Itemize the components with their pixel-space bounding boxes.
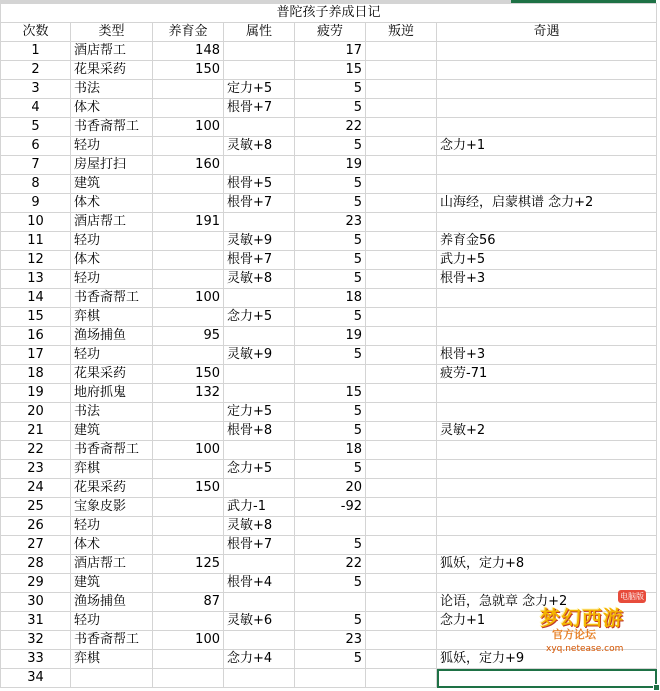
cell-col-type[interactable]: 花果采药: [71, 479, 153, 498]
table-row: [1, 156, 657, 175]
cell-col-funds[interactable]: [153, 251, 224, 270]
cell-col-fatigue[interactable]: 5: [295, 308, 366, 327]
cell-col-type[interactable]: 轻功: [71, 517, 153, 536]
cell-col-fatigue[interactable]: [295, 669, 366, 688]
cell-col-fatigue[interactable]: 5: [295, 650, 366, 669]
cell-col-encounter[interactable]: 灵敏+2: [437, 422, 657, 441]
cell-col-attribute[interactable]: 灵敏+6: [224, 612, 295, 631]
cell-col-attribute[interactable]: 念力+4: [224, 650, 295, 669]
cell-col-funds[interactable]: [153, 403, 224, 422]
cell-col-type[interactable]: 轻功: [71, 346, 153, 365]
cell-col-attribute[interactable]: [224, 61, 295, 80]
cell-col-rebellion[interactable]: [366, 517, 437, 536]
header-col-funds[interactable]: 养育金: [153, 23, 224, 42]
cell-col-encounter[interactable]: 武力+5: [437, 251, 657, 270]
cell-col-count[interactable]: 24: [1, 479, 71, 498]
cell-col-funds[interactable]: 100: [153, 118, 224, 137]
cell-col-attribute[interactable]: [224, 365, 295, 384]
cell-col-attribute[interactable]: [224, 479, 295, 498]
cell-col-count[interactable]: 5: [1, 118, 71, 137]
table-row: [1, 593, 657, 612]
active-cell[interactable]: [437, 669, 657, 688]
table-row: [1, 194, 657, 213]
table-row: [1, 42, 657, 61]
cell-col-count[interactable]: 12: [1, 251, 71, 270]
cell-col-funds[interactable]: [153, 536, 224, 555]
cell-col-type[interactable]: 体术: [71, 536, 153, 555]
cell-col-attribute[interactable]: [224, 118, 295, 137]
cell-col-attribute[interactable]: 灵敏+8: [224, 517, 295, 536]
table-row: [1, 517, 657, 536]
cell-col-funds[interactable]: [153, 612, 224, 631]
table-row: [1, 365, 657, 384]
cell-col-encounter[interactable]: [437, 631, 657, 650]
cell-col-count[interactable]: 33: [1, 650, 71, 669]
cell-col-fatigue[interactable]: 5: [295, 346, 366, 365]
cell-col-rebellion[interactable]: [366, 194, 437, 213]
cell-col-fatigue[interactable]: 23: [295, 213, 366, 232]
table-row: [1, 498, 657, 517]
cell-col-attribute[interactable]: 定力+5: [224, 80, 295, 99]
cell-col-attribute[interactable]: [224, 213, 295, 232]
table-row: [1, 270, 657, 289]
cell-col-rebellion[interactable]: [366, 308, 437, 327]
table-row: [1, 251, 657, 270]
table-row: [1, 137, 657, 156]
cell-col-attribute[interactable]: 念力+5: [224, 460, 295, 479]
table-row: [1, 213, 657, 232]
cell-col-rebellion[interactable]: [366, 650, 437, 669]
cell-col-fatigue[interactable]: 5: [295, 99, 366, 118]
cell-col-rebellion[interactable]: [366, 80, 437, 99]
cell-col-funds[interactable]: [153, 232, 224, 251]
data-table: [0, 3, 657, 688]
cell-col-funds[interactable]: 95: [153, 327, 224, 346]
cell-col-fatigue[interactable]: 19: [295, 156, 366, 175]
cell-col-count[interactable]: 4: [1, 99, 71, 118]
cell-col-funds[interactable]: [153, 137, 224, 156]
cell-col-fatigue[interactable]: 15: [295, 61, 366, 80]
cell-col-encounter[interactable]: [437, 574, 657, 593]
header-col-attribute[interactable]: 属性: [224, 23, 295, 42]
cell-col-attribute[interactable]: 灵敏+9: [224, 346, 295, 365]
cell-col-type[interactable]: 房屋打扫: [71, 156, 153, 175]
cell-col-funds[interactable]: 100: [153, 631, 224, 650]
cell-col-funds[interactable]: 150: [153, 365, 224, 384]
cell-col-rebellion[interactable]: [366, 137, 437, 156]
cell-col-count[interactable]: 22: [1, 441, 71, 460]
table-row: [1, 669, 657, 688]
cell-col-rebellion[interactable]: [366, 536, 437, 555]
cell-col-fatigue[interactable]: 5: [295, 270, 366, 289]
cell-col-funds[interactable]: [153, 517, 224, 536]
cell-col-count[interactable]: 18: [1, 365, 71, 384]
cell-col-encounter[interactable]: [437, 327, 657, 346]
cell-col-count[interactable]: 15: [1, 308, 71, 327]
cell-col-funds[interactable]: 150: [153, 61, 224, 80]
cell-col-rebellion[interactable]: [366, 175, 437, 194]
cell-col-count[interactable]: 13: [1, 270, 71, 289]
cell-col-rebellion[interactable]: [366, 232, 437, 251]
cell-col-encounter[interactable]: [437, 479, 657, 498]
cell-col-attribute[interactable]: 根骨+7: [224, 99, 295, 118]
cell-col-attribute[interactable]: [224, 441, 295, 460]
cell-col-fatigue[interactable]: 5: [295, 80, 366, 99]
cell-col-encounter[interactable]: 养育金56: [437, 232, 657, 251]
cell-col-funds[interactable]: [153, 498, 224, 517]
cell-col-encounter[interactable]: [437, 517, 657, 536]
cell-col-encounter[interactable]: [437, 80, 657, 99]
cell-col-encounter[interactable]: [437, 61, 657, 80]
table-row: [1, 384, 657, 403]
table-row: [1, 650, 657, 669]
cell-col-count[interactable]: 16: [1, 327, 71, 346]
cell-col-funds[interactable]: [153, 99, 224, 118]
cell-col-rebellion[interactable]: [366, 365, 437, 384]
cell-col-rebellion[interactable]: [366, 555, 437, 574]
cell-col-rebellion[interactable]: [366, 498, 437, 517]
cell-col-encounter[interactable]: 疲劳-71: [437, 365, 657, 384]
cell-col-encounter[interactable]: [437, 441, 657, 460]
table-row: [1, 80, 657, 99]
cell-col-attribute[interactable]: 念力+5: [224, 308, 295, 327]
table-row: [1, 574, 657, 593]
cell-col-attribute[interactable]: 灵敏+8: [224, 270, 295, 289]
cell-col-rebellion[interactable]: [366, 631, 437, 650]
cell-col-fatigue[interactable]: 5: [295, 251, 366, 270]
cell-col-type[interactable]: 建筑: [71, 422, 153, 441]
cell-col-encounter[interactable]: [437, 99, 657, 118]
cell-col-attribute[interactable]: [224, 42, 295, 61]
cell-col-rebellion[interactable]: [366, 612, 437, 631]
cell-col-type[interactable]: 书法: [71, 80, 153, 99]
cell-col-type[interactable]: 花果采药: [71, 365, 153, 384]
cell-col-funds[interactable]: [153, 346, 224, 365]
cell-col-type[interactable]: 轻功: [71, 612, 153, 631]
table-row: [1, 612, 657, 631]
title-row: [1, 4, 657, 23]
cell-col-attribute[interactable]: 灵敏+9: [224, 232, 295, 251]
cell-col-attribute[interactable]: [224, 631, 295, 650]
cell-col-type[interactable]: 轻功: [71, 270, 153, 289]
cell-col-count[interactable]: 11: [1, 232, 71, 251]
cell-col-encounter[interactable]: 狐妖，定力+9: [437, 650, 657, 669]
table-row: [1, 631, 657, 650]
cell-col-type[interactable]: 渔场捕鱼: [71, 593, 153, 612]
cell-col-type[interactable]: [71, 669, 153, 688]
cell-col-fatigue[interactable]: 22: [295, 118, 366, 137]
cell-col-attribute[interactable]: 定力+5: [224, 403, 295, 422]
cell-col-fatigue[interactable]: 19: [295, 327, 366, 346]
cell-col-rebellion[interactable]: [366, 384, 437, 403]
cell-col-count[interactable]: 19: [1, 384, 71, 403]
cell-col-fatigue[interactable]: 5: [295, 175, 366, 194]
cell-col-fatigue[interactable]: [295, 517, 366, 536]
cell-col-funds[interactable]: 150: [153, 479, 224, 498]
cell-col-count[interactable]: 26: [1, 517, 71, 536]
cell-col-count[interactable]: 25: [1, 498, 71, 517]
cell-col-funds[interactable]: [153, 308, 224, 327]
cell-col-count[interactable]: 17: [1, 346, 71, 365]
cell-col-attribute[interactable]: 根骨+7: [224, 251, 295, 270]
table-row: [1, 118, 657, 137]
cell-col-attribute[interactable]: 根骨+4: [224, 574, 295, 593]
cell-col-attribute[interactable]: [224, 327, 295, 346]
table-row: [1, 536, 657, 555]
cell-col-rebellion[interactable]: [366, 251, 437, 270]
cell-col-rebellion[interactable]: [366, 99, 437, 118]
cell-col-rebellion[interactable]: [366, 479, 437, 498]
cell-col-count[interactable]: 27: [1, 536, 71, 555]
cell-col-type[interactable]: 书香斋帮工: [71, 631, 153, 650]
table-row: [1, 460, 657, 479]
cell-col-attribute[interactable]: 根骨+5: [224, 175, 295, 194]
table-row: [1, 441, 657, 460]
cell-col-type[interactable]: 体术: [71, 194, 153, 213]
table-row: [1, 232, 657, 251]
cell-col-funds[interactable]: [153, 422, 224, 441]
cell-col-fatigue[interactable]: 18: [295, 441, 366, 460]
cell-col-count[interactable]: 31: [1, 612, 71, 631]
cell-col-type[interactable]: 书香斋帮工: [71, 289, 153, 308]
cell-col-count[interactable]: 6: [1, 137, 71, 156]
watermark-url: xyq.netease.com: [546, 644, 624, 654]
cell-col-count[interactable]: 30: [1, 593, 71, 612]
cell-col-fatigue[interactable]: 15: [295, 384, 366, 403]
header-col-count[interactable]: 次数: [1, 23, 71, 42]
table-row: [1, 327, 657, 346]
cell-col-fatigue[interactable]: 5: [295, 194, 366, 213]
cell-col-encounter[interactable]: 论语，急就章 念力+2: [437, 593, 657, 612]
cell-col-count[interactable]: 3: [1, 80, 71, 99]
cell-col-funds[interactable]: 148: [153, 42, 224, 61]
cell-col-fatigue[interactable]: -92: [295, 498, 366, 517]
cell-col-encounter[interactable]: 念力+1: [437, 137, 657, 156]
cell-col-encounter[interactable]: [437, 403, 657, 422]
cell-col-encounter[interactable]: [437, 498, 657, 517]
sheet-title[interactable]: 普陀孩子养成日记: [1, 4, 657, 23]
cell-col-attribute[interactable]: [224, 289, 295, 308]
cell-col-fatigue[interactable]: 5: [295, 536, 366, 555]
cell-col-fatigue[interactable]: 18: [295, 289, 366, 308]
cell-col-rebellion[interactable]: [366, 213, 437, 232]
cell-col-count[interactable]: 23: [1, 460, 71, 479]
header-row: [1, 23, 657, 42]
cell-col-encounter[interactable]: [437, 289, 657, 308]
cell-col-funds[interactable]: [153, 194, 224, 213]
cell-col-type[interactable]: 体术: [71, 99, 153, 118]
cell-col-type[interactable]: 书香斋帮工: [71, 118, 153, 137]
cell-col-fatigue[interactable]: 23: [295, 631, 366, 650]
cell-col-count[interactable]: 7: [1, 156, 71, 175]
cell-col-encounter[interactable]: 山海经，启蒙棋谱 念力+2: [437, 194, 657, 213]
cell-col-type[interactable]: 宝象皮影: [71, 498, 153, 517]
table-row: [1, 479, 657, 498]
table-row: [1, 555, 657, 574]
cell-col-type[interactable]: 书香斋帮工: [71, 441, 153, 460]
cell-col-attribute[interactable]: 根骨+7: [224, 536, 295, 555]
cell-col-type[interactable]: 轻功: [71, 137, 153, 156]
cell-col-encounter[interactable]: 根骨+3: [437, 270, 657, 289]
cell-col-type[interactable]: 轻功: [71, 232, 153, 251]
cell-col-attribute[interactable]: [224, 156, 295, 175]
cell-col-encounter[interactable]: [437, 308, 657, 327]
cell-col-encounter[interactable]: [437, 175, 657, 194]
header-col-type[interactable]: 类型: [71, 23, 153, 42]
cell-col-encounter[interactable]: [437, 118, 657, 137]
cell-col-encounter[interactable]: [437, 213, 657, 232]
cell-col-type[interactable]: 酒店帮工: [71, 555, 153, 574]
cell-col-rebellion[interactable]: [366, 156, 437, 175]
cell-col-rebellion[interactable]: [366, 327, 437, 346]
cell-col-funds[interactable]: 87: [153, 593, 224, 612]
cell-col-type[interactable]: 体术: [71, 251, 153, 270]
cell-col-funds[interactable]: [153, 460, 224, 479]
table-row: [1, 175, 657, 194]
cell-col-type[interactable]: 弈棋: [71, 650, 153, 669]
cell-col-count[interactable]: 10: [1, 213, 71, 232]
cell-col-rebellion[interactable]: [366, 289, 437, 308]
table-row: [1, 346, 657, 365]
cell-col-fatigue[interactable]: 5: [295, 612, 366, 631]
cell-col-fatigue[interactable]: 22: [295, 555, 366, 574]
cell-col-fatigue[interactable]: 5: [295, 574, 366, 593]
cell-col-funds[interactable]: 132: [153, 384, 224, 403]
cell-col-encounter[interactable]: [437, 536, 657, 555]
cell-col-count[interactable]: 28: [1, 555, 71, 574]
cell-col-fatigue[interactable]: [295, 365, 366, 384]
table-row: [1, 289, 657, 308]
cell-col-type[interactable]: 酒店帮工: [71, 42, 153, 61]
cell-col-type[interactable]: 花果采药: [71, 61, 153, 80]
cell-col-funds[interactable]: 100: [153, 441, 224, 460]
cell-col-count[interactable]: 20: [1, 403, 71, 422]
cell-col-funds[interactable]: 125: [153, 555, 224, 574]
cell-col-type[interactable]: 书法: [71, 403, 153, 422]
cell-col-fatigue[interactable]: [295, 593, 366, 612]
cell-col-fatigue[interactable]: 5: [295, 403, 366, 422]
cell-col-attribute[interactable]: 根骨+7: [224, 194, 295, 213]
cell-col-type[interactable]: 建筑: [71, 574, 153, 593]
cell-col-rebellion[interactable]: [366, 669, 437, 688]
cell-col-encounter[interactable]: 狐妖，定力+8: [437, 555, 657, 574]
cell-col-attribute[interactable]: [224, 669, 295, 688]
table-row: [1, 308, 657, 327]
cell-col-funds[interactable]: 160: [153, 156, 224, 175]
cell-col-funds[interactable]: [153, 669, 224, 688]
cell-col-funds[interactable]: [153, 270, 224, 289]
cell-col-funds[interactable]: 191: [153, 213, 224, 232]
cell-col-type[interactable]: 渔场捕鱼: [71, 327, 153, 346]
cell-col-fatigue[interactable]: 5: [295, 232, 366, 251]
cell-col-funds[interactable]: [153, 80, 224, 99]
cell-col-type[interactable]: 弈棋: [71, 460, 153, 479]
cell-col-fatigue[interactable]: 5: [295, 422, 366, 441]
cell-col-fatigue[interactable]: 17: [295, 42, 366, 61]
cell-col-encounter[interactable]: [437, 156, 657, 175]
table-row: [1, 403, 657, 422]
watermark-name: 梦幻西游: [540, 606, 624, 630]
cell-col-count[interactable]: 21: [1, 422, 71, 441]
cell-col-type[interactable]: 地府抓鬼: [71, 384, 153, 403]
cell-col-count[interactable]: 14: [1, 289, 71, 308]
cell-col-rebellion[interactable]: [366, 61, 437, 80]
cell-col-fatigue[interactable]: 5: [295, 137, 366, 156]
cell-col-count[interactable]: 32: [1, 631, 71, 650]
cell-col-attribute[interactable]: [224, 593, 295, 612]
cell-col-type[interactable]: 弈棋: [71, 308, 153, 327]
cell-col-rebellion[interactable]: [366, 118, 437, 137]
cell-col-rebellion[interactable]: [366, 403, 437, 422]
cell-col-attribute[interactable]: 武力-1: [224, 498, 295, 517]
cell-col-encounter[interactable]: [437, 384, 657, 403]
header-col-encounter[interactable]: 奇遇: [437, 23, 657, 42]
cell-col-rebellion[interactable]: [366, 346, 437, 365]
table-row: [1, 99, 657, 118]
cell-col-funds[interactable]: [153, 574, 224, 593]
cell-col-encounter[interactable]: 根骨+3: [437, 346, 657, 365]
cell-col-count[interactable]: 8: [1, 175, 71, 194]
cell-col-attribute[interactable]: [224, 555, 295, 574]
cell-col-count[interactable]: 34: [1, 669, 71, 688]
cell-col-rebellion[interactable]: [366, 441, 437, 460]
cell-col-rebellion[interactable]: [366, 574, 437, 593]
cell-col-count[interactable]: 29: [1, 574, 71, 593]
cell-col-rebellion[interactable]: [366, 270, 437, 289]
cell-col-attribute[interactable]: 灵敏+8: [224, 137, 295, 156]
header-col-fatigue[interactable]: 疲劳: [295, 23, 366, 42]
cell-col-fatigue[interactable]: 5: [295, 460, 366, 479]
cell-col-rebellion[interactable]: [366, 422, 437, 441]
cell-col-rebellion[interactable]: [366, 460, 437, 479]
cell-col-fatigue[interactable]: 20: [295, 479, 366, 498]
spreadsheet: [0, 3, 656, 685]
cell-col-count[interactable]: 2: [1, 61, 71, 80]
header-col-rebellion[interactable]: 叛逆: [366, 23, 437, 42]
watermark-tag: 官方论坛: [552, 628, 596, 641]
cell-col-attribute[interactable]: 根骨+8: [224, 422, 295, 441]
cell-col-attribute[interactable]: [224, 384, 295, 403]
cell-col-encounter[interactable]: [437, 42, 657, 61]
cell-col-rebellion[interactable]: [366, 42, 437, 61]
cell-col-funds[interactable]: [153, 175, 224, 194]
cell-col-rebellion[interactable]: [366, 593, 437, 612]
cell-col-encounter[interactable]: [437, 460, 657, 479]
cell-col-type[interactable]: 建筑: [71, 175, 153, 194]
cell-col-funds[interactable]: [153, 650, 224, 669]
cell-col-encounter[interactable]: 念力+1: [437, 612, 657, 631]
table-row: [1, 422, 657, 441]
cell-col-count[interactable]: 1: [1, 42, 71, 61]
cell-col-type[interactable]: 酒店帮工: [71, 213, 153, 232]
table-row: [1, 61, 657, 80]
cell-col-funds[interactable]: 100: [153, 289, 224, 308]
cell-col-count[interactable]: 9: [1, 194, 71, 213]
watermark-version: 电脑版: [620, 592, 644, 601]
